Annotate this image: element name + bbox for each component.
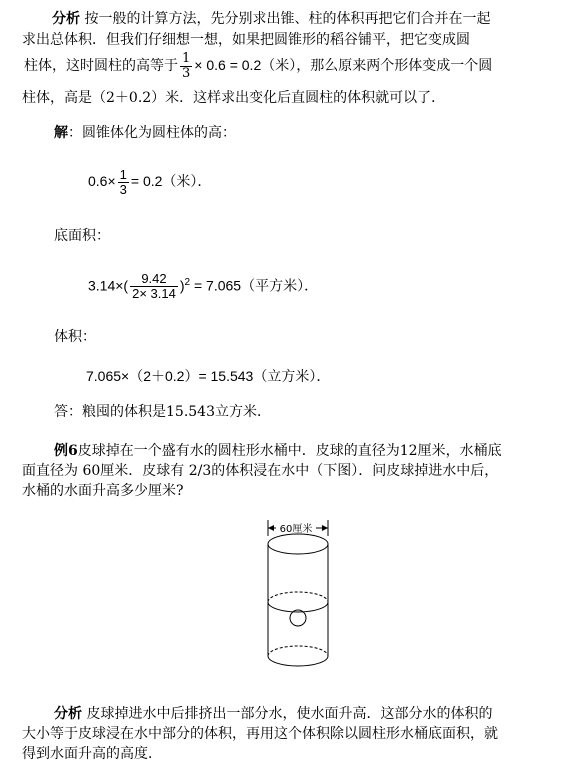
diameter-label: 60厘米 xyxy=(279,524,313,535)
eq2-denominator: 2× 3.14 xyxy=(132,286,176,302)
example6-line2: 面直径为 60厘米．皮球有 2/3的体积浸在水中（下图）．问皮球掉进水中后， xyxy=(22,463,499,479)
eq1-numerator: 1 xyxy=(119,166,127,182)
water-surface-back xyxy=(268,592,328,602)
para2-text-1: 皮球掉进水中后排挤出一部分水，使水面升高．这部分水的体积的 xyxy=(86,706,493,722)
para1-text-3a: 柱体，这时圆柱的高等于 xyxy=(24,58,178,74)
para2-line1 xyxy=(54,705,492,723)
para1-text-3b: × 0.6 = 0.2（米），那么原来两个形体变成一个圆 xyxy=(194,57,493,73)
example6-text-1: 皮球掉在一个盛有水的圆柱形水桶中．皮球的直径为12厘米，水桶底 xyxy=(77,443,502,459)
eq2-numerator: 9.42 xyxy=(130,272,178,287)
para1-text-1: 按一般的计算方法，先分别求出锥、柱的体积再把它们合并在一起 xyxy=(84,11,491,27)
example6-line1 xyxy=(54,442,502,460)
solution-label: 解 xyxy=(54,125,68,141)
para1-line2: 求出总体积．但我们仔细想一想，如果把圆锥形的稻谷铺平，把它变成圆 xyxy=(22,32,470,48)
fraction-one-third xyxy=(180,52,192,81)
answer-line: 答：粮囤的体积是15.543立方米． xyxy=(54,404,271,420)
para1-line4: 柱体，高是（2＋0.2）米．这样求出变化后直圆柱的体积就可以了． xyxy=(22,90,446,106)
para2-label: 分析 xyxy=(54,706,82,722)
bucket-figure xyxy=(258,516,358,676)
bucket-top-rim xyxy=(268,534,328,554)
dimension-arrow-right xyxy=(322,525,328,531)
eq2-left: 3.14×( xyxy=(88,277,129,294)
para2-line3: 得到水面升高的高度． xyxy=(22,746,162,762)
para2-line2: 大小等于皮球浸在水中部分的体积，再用这个体积除以圆柱形水桶底面积，就 xyxy=(22,726,498,742)
eq1-denominator: 3 xyxy=(119,181,127,197)
eq1-left: 0.6× xyxy=(88,173,116,189)
para1-line1 xyxy=(52,10,490,28)
para1-label: 分析 xyxy=(52,11,80,27)
eq1-fraction xyxy=(118,168,129,197)
eq2-fraction xyxy=(130,272,178,301)
fraction-numerator: 1 xyxy=(182,50,191,66)
equation-3: 7.065×（2＋0.2）= 15.543（立方米）． xyxy=(86,368,331,384)
bucket-bottom-back xyxy=(268,646,328,656)
solution-intro xyxy=(54,124,236,142)
eq2-close: ) xyxy=(179,277,185,294)
dimension-arrow-left xyxy=(268,525,274,531)
example6-line3: 水桶的水面升高多少厘米? xyxy=(22,483,184,499)
para1-line3 xyxy=(24,50,492,81)
equation-2 xyxy=(88,266,318,303)
eq1-right: = 0.2（米）． xyxy=(130,173,212,189)
bucket-bottom-front xyxy=(268,656,328,666)
fraction-denominator: 3 xyxy=(182,65,191,81)
eq2-exponent: 2 xyxy=(184,277,191,288)
example6-label: 例6 xyxy=(54,443,78,459)
base-area-label: 底面积： xyxy=(54,228,110,244)
eq2-right: = 7.065（平方米）． xyxy=(193,277,319,294)
equation-1 xyxy=(88,164,211,198)
volume-label: 体积： xyxy=(54,329,96,345)
solution-intro-text: ：圆锥体化为圆柱体的高： xyxy=(68,125,236,141)
